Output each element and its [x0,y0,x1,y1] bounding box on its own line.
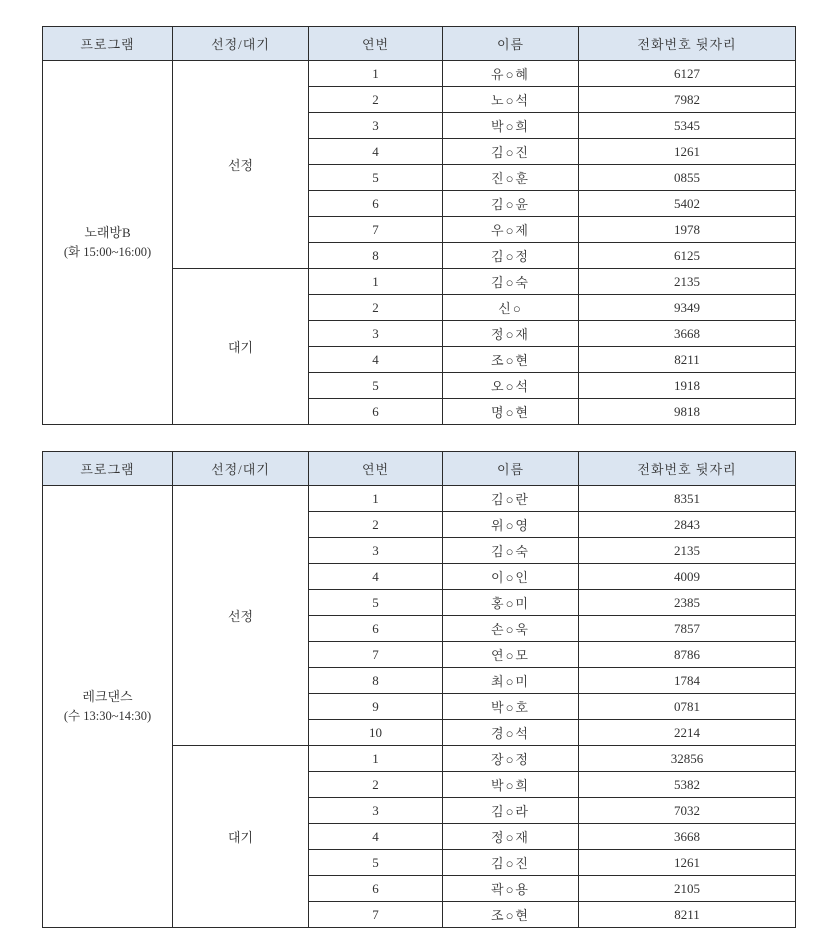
header-row [43,452,796,486]
serial-cell: 5 [309,590,443,616]
serial-cell: 4 [309,824,443,850]
group-label-cell: 대기 [173,746,309,928]
serial-cell: 1 [309,61,443,87]
serial-cell: 6 [309,616,443,642]
name-cell: 김○정 [443,243,579,269]
phone-cell: 1261 [579,139,796,165]
table-row [43,61,796,87]
serial-cell: 10 [309,720,443,746]
serial-cell: 3 [309,113,443,139]
phone-cell: 8786 [579,642,796,668]
phone-cell: 2385 [579,590,796,616]
name-cell: 김○라 [443,798,579,824]
serial-cell: 1 [309,486,443,512]
phone-cell: 1978 [579,217,796,243]
phone-cell: 0781 [579,694,796,720]
name-cell: 박○희 [443,772,579,798]
name-column-header: 이름 [443,452,579,486]
phone-cell: 2843 [579,512,796,538]
name-cell: 정○재 [443,321,579,347]
header-row [43,27,796,61]
group-label-cell: 대기 [173,269,309,425]
name-cell: 박○희 [443,113,579,139]
name-cell: 조○현 [443,347,579,373]
phone-cell: 1918 [579,373,796,399]
phone-cell: 32856 [579,746,796,772]
serial-cell: 1 [309,269,443,295]
phone-cell: 6127 [579,61,796,87]
program-roster-table [42,451,796,928]
serial-column-header: 연번 [309,452,443,486]
phone-cell: 2214 [579,720,796,746]
serial-cell: 9 [309,694,443,720]
name-cell: 유○혜 [443,61,579,87]
phone-cell: 8211 [579,347,796,373]
group-label-cell: 선정 [173,486,309,746]
name-cell: 경○석 [443,720,579,746]
phone-cell: 7982 [579,87,796,113]
name-cell: 조○현 [443,902,579,928]
program-cell [43,61,173,425]
name-cell: 이○인 [443,564,579,590]
phone-column-header: 전화번호 뒷자리 [579,452,796,486]
serial-cell: 2 [309,295,443,321]
program-column-header: 프로그램 [43,452,173,486]
roster-tables-container [42,26,835,928]
serial-cell: 6 [309,399,443,425]
name-cell: 연○모 [443,642,579,668]
phone-cell: 3668 [579,824,796,850]
serial-cell: 2 [309,512,443,538]
serial-cell: 2 [309,772,443,798]
name-cell: 손○욱 [443,616,579,642]
serial-cell: 3 [309,321,443,347]
phone-cell: 7857 [579,616,796,642]
serial-cell: 2 [309,87,443,113]
name-cell: 명○현 [443,399,579,425]
phone-cell: 3668 [579,321,796,347]
serial-cell: 5 [309,373,443,399]
serial-cell: 5 [309,165,443,191]
program-name: 노래방B [84,225,131,241]
serial-cell: 3 [309,798,443,824]
serial-cell: 4 [309,139,443,165]
serial-cell: 8 [309,243,443,269]
serial-cell: 5 [309,850,443,876]
name-cell: 오○석 [443,373,579,399]
phone-cell: 2135 [579,269,796,295]
name-cell: 김○진 [443,850,579,876]
name-cell: 진○훈 [443,165,579,191]
phone-cell: 8211 [579,902,796,928]
serial-cell: 6 [309,191,443,217]
name-cell: 최○미 [443,668,579,694]
program-column-header: 프로그램 [43,27,173,61]
name-cell: 김○윤 [443,191,579,217]
serial-cell: 4 [309,564,443,590]
name-cell: 우○제 [443,217,579,243]
phone-cell: 9349 [579,295,796,321]
phone-cell: 8351 [579,486,796,512]
name-cell: 노○석 [443,87,579,113]
name-cell: 정○재 [443,824,579,850]
group-label-cell: 선정 [173,61,309,269]
name-cell: 곽○용 [443,876,579,902]
name-cell: 위○영 [443,512,579,538]
program-schedule: (수 13:30~14:30) [63,709,152,724]
name-cell: 신○ [443,295,579,321]
phone-cell: 1261 [579,850,796,876]
serial-cell: 7 [309,902,443,928]
program-schedule: (화 15:00~16:00) [63,245,152,260]
name-cell: 김○란 [443,486,579,512]
name-cell: 김○숙 [443,269,579,295]
group-column-header: 선정/대기 [173,452,309,486]
table-row [43,486,796,512]
serial-cell: 8 [309,668,443,694]
phone-cell: 9818 [579,399,796,425]
serial-cell: 6 [309,876,443,902]
phone-cell: 5402 [579,191,796,217]
name-cell: 홍○미 [443,590,579,616]
phone-cell: 6125 [579,243,796,269]
program-cell [43,486,173,928]
phone-cell: 5382 [579,772,796,798]
serial-cell: 1 [309,746,443,772]
phone-column-header: 전화번호 뒷자리 [579,27,796,61]
phone-cell: 7032 [579,798,796,824]
serial-cell: 7 [309,642,443,668]
serial-cell: 7 [309,217,443,243]
group-column-header: 선정/대기 [173,27,309,61]
phone-cell: 1784 [579,668,796,694]
name-cell: 김○진 [443,139,579,165]
name-cell: 김○숙 [443,538,579,564]
phone-cell: 0855 [579,165,796,191]
serial-column-header: 연번 [309,27,443,61]
program-roster-table [42,26,796,425]
phone-cell: 2135 [579,538,796,564]
phone-cell: 4009 [579,564,796,590]
program-name: 레크댄스 [82,689,133,705]
serial-cell: 4 [309,347,443,373]
phone-cell: 5345 [579,113,796,139]
serial-cell: 3 [309,538,443,564]
name-cell: 박○호 [443,694,579,720]
phone-cell: 2105 [579,876,796,902]
name-cell: 장○정 [443,746,579,772]
name-column-header: 이름 [443,27,579,61]
